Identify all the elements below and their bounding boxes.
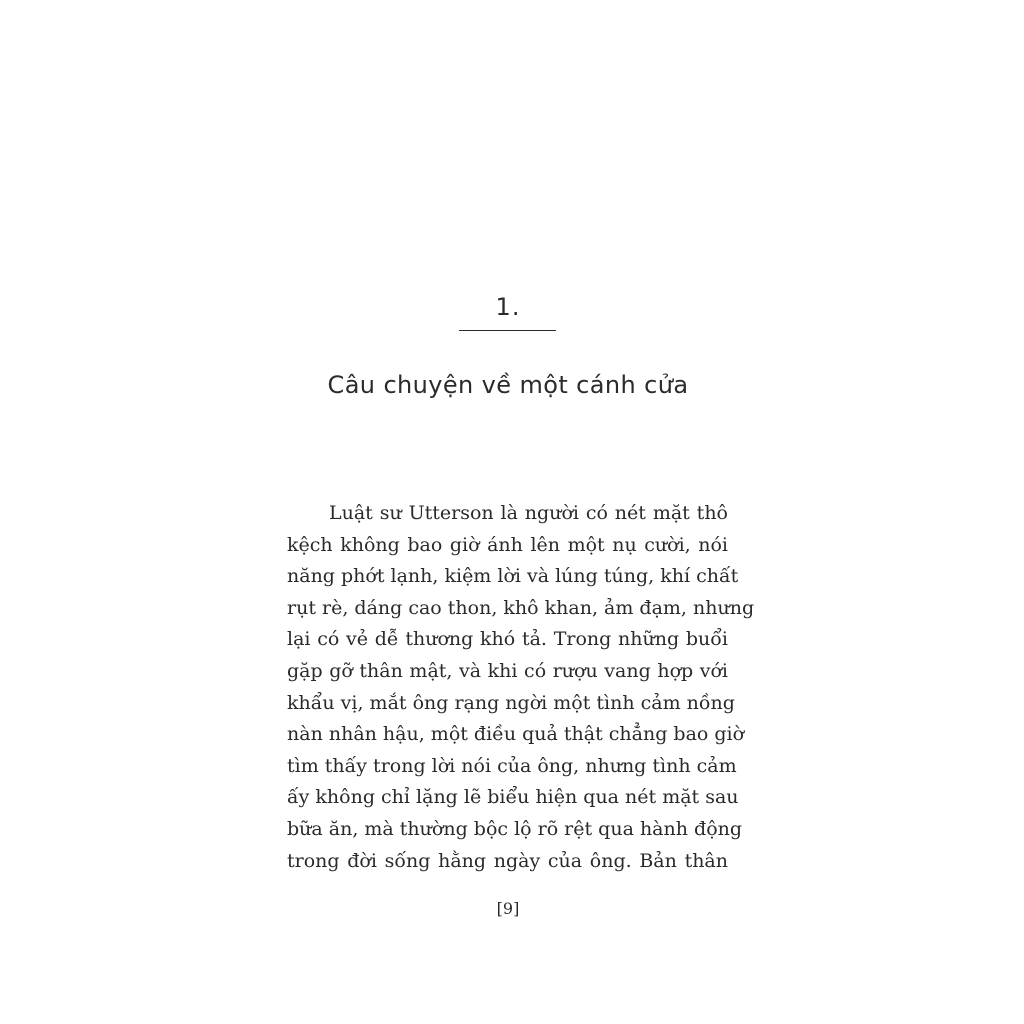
chapter-number: 1. <box>495 293 521 321</box>
text-line: rụt rè, dáng cao thon, khô khan, ảm đạm, nhưng <box>287 596 755 619</box>
body-paragraph <box>287 498 755 877</box>
text-line: kệch không bao giờ ánh lên một nụ cười, nói <box>287 533 728 556</box>
text-line: lại có vẻ dễ thương khó tả. Trong những buổi <box>287 628 728 651</box>
text-line: năng phớt lạnh, kiệm lời và lúng túng, khí chất <box>287 565 739 588</box>
text-line: gặp gỡ thân mật, và khi có rượu vang hợp với <box>287 659 728 682</box>
text-line: tìm thấy trong lời nói của ông, nhưng tình cảm <box>287 754 737 777</box>
chapter-title: Câu chuyện về một cánh cửa <box>327 371 689 399</box>
text-line: khẩu vị, mắt ông rạng ngời một tình cảm nồng <box>287 691 735 714</box>
text-line: ấy không chỉ lặng lẽ biểu hiện qua nét mặt sau <box>287 786 739 809</box>
text-line: bữa ăn, mà thường bộc lộ rõ rệt qua hành động <box>287 817 743 840</box>
text-line: Luật sư Utterson là người có nét mặt thô <box>329 502 728 524</box>
text-line: nàn nhân hậu, một điều quả thật chẳng bao giờ <box>287 723 745 746</box>
page-number: [9] <box>496 899 520 918</box>
chapter-divider <box>459 330 556 331</box>
text-line: trong đời sống hằng ngày của ông. Bản thân <box>287 849 728 872</box>
